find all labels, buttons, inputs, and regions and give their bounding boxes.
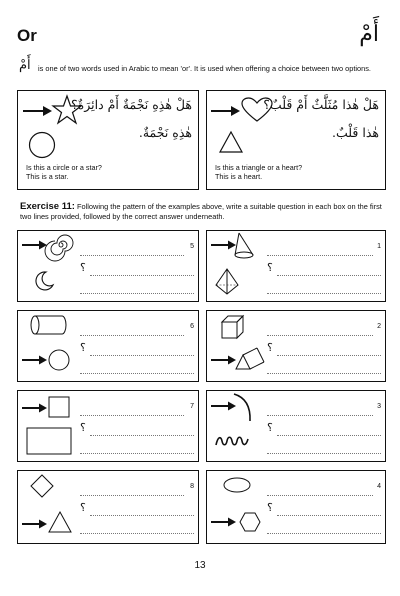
arrow-icon <box>211 240 237 250</box>
question-mark: ؟ <box>80 421 86 434</box>
rectangle-icon <box>26 427 72 455</box>
example-question-arabic: هَلْ هٰذا مُثَلَّثٌ أَمْ قَلْبٌ؟ <box>263 97 379 112</box>
exercise-box-8 <box>17 470 199 544</box>
example-question-arabic: هَلْ هٰذِهِ نَجْمَةٌ أَمْ دائِرَةٌ؟ <box>71 97 192 112</box>
wavy-line-icon <box>215 435 251 447</box>
exercise-number: 5 <box>190 243 194 250</box>
triangle-icon <box>219 131 243 153</box>
answer-line[interactable] <box>267 255 373 256</box>
answer-line[interactable] <box>267 335 373 336</box>
question-mark: ؟ <box>267 261 273 274</box>
intro-text: is one of two words used in Arabic to mean 'or'. It is used when offering a choice between two options. <box>38 64 371 73</box>
exercise-number: 3 <box>377 403 381 410</box>
answer-line[interactable] <box>90 355 194 356</box>
question-mark: ؟ <box>80 261 86 274</box>
exercise-label: Exercise 11: <box>20 201 75 212</box>
answer-line[interactable] <box>277 435 381 436</box>
example-answer-english: This is a star. <box>26 172 69 181</box>
exercise-number: 2 <box>377 323 381 330</box>
question-mark: ؟ <box>267 341 273 354</box>
answer-line[interactable] <box>277 515 381 516</box>
answer-line[interactable] <box>267 373 381 374</box>
answer-line[interactable] <box>267 495 373 496</box>
answer-line[interactable] <box>80 255 184 256</box>
oval-icon <box>223 477 251 493</box>
answer-line[interactable] <box>80 335 184 336</box>
exercise-box-3 <box>206 390 386 462</box>
arrow-icon <box>22 355 48 365</box>
arrow-icon <box>22 240 48 250</box>
cylinder-icon <box>30 315 68 335</box>
question-mark: ؟ <box>80 501 86 514</box>
answer-line[interactable] <box>90 515 194 516</box>
example-question-english: Is this a triangle or a heart? <box>215 163 303 172</box>
answer-line[interactable] <box>80 373 194 374</box>
exercise-number: 7 <box>190 403 194 410</box>
arrow-icon <box>22 519 48 529</box>
pyramid-icon <box>215 269 239 295</box>
exercise-number: 4 <box>377 483 381 490</box>
crescent-icon <box>34 271 54 291</box>
exercise-instructions-text: Following the pattern of the examples above, write a suitable question in each box on the first two lines provided, followed by the correct answer underneath. <box>20 202 382 221</box>
exercise-box-1 <box>206 230 386 302</box>
answer-line[interactable] <box>80 453 194 454</box>
answer-line[interactable] <box>90 275 194 276</box>
answer-line[interactable] <box>80 293 194 294</box>
exercise-box-5 <box>17 230 199 302</box>
answer-line[interactable] <box>267 453 381 454</box>
exercise-instructions <box>20 202 385 222</box>
cube-icon <box>221 315 245 339</box>
intro-arabic-word: أَمْ <box>19 58 31 73</box>
question-mark: ؟ <box>80 341 86 354</box>
square-icon <box>48 396 70 418</box>
arrow-icon <box>211 517 237 527</box>
hexagon-icon <box>239 512 261 532</box>
example-answer-arabic: هٰذِهِ نَجْمَةٌ. <box>138 125 192 140</box>
arrow-icon <box>211 355 237 365</box>
exercise-number: 8 <box>190 483 194 490</box>
exercise-box-2 <box>206 310 386 382</box>
circle-icon <box>48 349 70 371</box>
exercise-box-6 <box>17 310 199 382</box>
question-mark: ؟ <box>267 421 273 434</box>
answer-line[interactable] <box>267 293 381 294</box>
answer-line[interactable] <box>267 415 373 416</box>
answer-line[interactable] <box>80 495 184 496</box>
answer-line[interactable] <box>277 355 381 356</box>
arrow-icon <box>211 105 241 117</box>
example-box-heart-triangle <box>206 90 386 190</box>
example-box-star-circle <box>17 90 199 190</box>
exercise-box-7 <box>17 390 199 462</box>
curve-icon <box>233 393 253 423</box>
exercise-number: 1 <box>377 243 381 250</box>
answer-line[interactable] <box>267 533 381 534</box>
arrow-icon <box>22 403 48 413</box>
cone-icon <box>235 233 255 259</box>
triangle-icon <box>48 511 72 533</box>
page-number: 13 <box>194 560 206 571</box>
answer-line[interactable] <box>80 415 184 416</box>
exercise-box-4 <box>206 470 386 544</box>
prism-icon <box>235 347 265 371</box>
page-title: Or <box>17 26 37 45</box>
circle-icon <box>28 131 56 159</box>
example-answer-arabic: هٰذا قَلْبٌ. <box>332 125 379 140</box>
diamond-icon <box>30 474 54 498</box>
question-mark: ؟ <box>267 501 273 514</box>
spiral-icon <box>48 232 74 258</box>
example-answer-english: This is a heart. <box>215 172 263 181</box>
arrow-icon <box>23 105 53 117</box>
example-question-english: Is this a circle or a star? <box>26 163 102 172</box>
answer-line[interactable] <box>90 435 194 436</box>
answer-line[interactable] <box>277 275 381 276</box>
answer-line[interactable] <box>80 533 194 534</box>
exercise-number: 6 <box>190 323 194 330</box>
page-title-arabic: أَمْ <box>359 22 379 47</box>
